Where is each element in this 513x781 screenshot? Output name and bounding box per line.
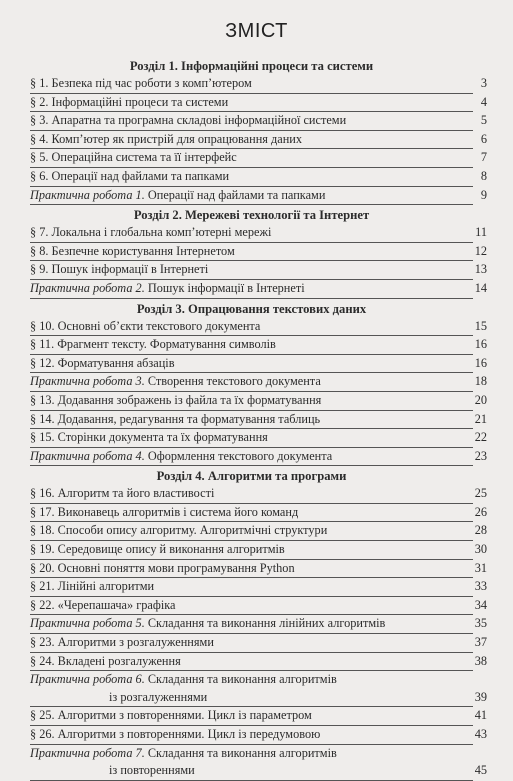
toc-entry[interactable] <box>30 560 487 579</box>
section-heading: Розділ 3. Опрацювання текстових даних <box>136 301 367 316</box>
page-number: 31 <box>474 560 487 575</box>
toc-entry[interactable] <box>30 726 487 745</box>
toc-entry[interactable] <box>30 392 487 411</box>
page-number: 41 <box>474 708 487 723</box>
toc-entry[interactable] <box>30 112 487 131</box>
entry-title: Алгоритми з розгалуженнями <box>57 635 214 650</box>
page-number: 9 <box>480 187 487 202</box>
page-number: 22 <box>474 430 487 445</box>
entry-number: § 5. <box>30 150 49 165</box>
page-number: 20 <box>474 392 487 407</box>
entry-number: § 1. <box>30 76 49 90</box>
table-of-contents <box>30 56 487 781</box>
entry-number: § 9. <box>30 262 49 277</box>
toc-practical-entry[interactable] <box>30 187 487 206</box>
entry-title: Операції над файлами та папками <box>51 168 230 183</box>
page-number: 39 <box>474 689 487 704</box>
entry-title: Операційна система та її інтерфейс <box>51 150 237 165</box>
entry-number: § 13. <box>30 392 55 407</box>
entry-title: Пошук інформації в Інтернеті <box>147 280 305 295</box>
page-number: 35 <box>474 616 487 631</box>
entry-prefix: Практична робота 5. <box>30 616 145 631</box>
page-number: 4 <box>480 94 487 109</box>
entry-title: Алгоритм та його властивості <box>57 486 215 501</box>
page-number: 3 <box>480 76 487 90</box>
section-heading: Розділ 1. Інформаційні процеси та системи <box>129 59 374 73</box>
entry-number: § 2. <box>30 94 49 109</box>
entry-title: Алгоритми з повтореннями. Цикл із передумовою <box>57 727 321 741</box>
page-number: 12 <box>474 243 487 258</box>
page-number: 11 <box>475 225 487 240</box>
entry-title: Оформлення текстового документа <box>147 448 333 463</box>
toc-entry[interactable] <box>30 318 487 337</box>
section-heading: Розділ 2. Мережеві технології та Інтернет <box>133 208 370 223</box>
page-number: 15 <box>474 318 487 333</box>
entry-title: Додавання зображень із файла та їх форматування <box>57 392 322 407</box>
entry-title: Пошук інформації в Інтернеті <box>51 262 209 277</box>
toc-entry[interactable] <box>30 597 487 616</box>
entry-number: § 21. <box>30 579 55 594</box>
entry-title: Складання та виконання алгоритмів <box>147 672 337 687</box>
entry-number: § 19. <box>30 542 55 557</box>
entry-number: § 22. <box>30 597 55 612</box>
entry-title: Складання та виконання лінійних алгоритмів <box>147 616 386 631</box>
entry-title: Безпека під час роботи з комп’ютером <box>51 76 252 90</box>
toc-entry[interactable] <box>30 336 487 355</box>
entry-number: § 4. <box>30 131 49 146</box>
entry-prefix: Практична робота 1. <box>30 187 145 202</box>
entry-title: Фрагмент тексту. Форматування символів <box>57 337 276 352</box>
entry-number: § 6. <box>30 168 49 183</box>
toc-entry[interactable] <box>30 541 487 560</box>
page-number: 5 <box>480 113 487 128</box>
entry-number: § 14. <box>30 411 55 426</box>
page-number: 13 <box>474 262 487 277</box>
page-number: 37 <box>474 635 487 650</box>
entry-title: Додавання, редагування та форматування таблиць <box>57 411 321 426</box>
toc-entry[interactable] <box>30 429 487 448</box>
toc-entry[interactable] <box>30 75 487 94</box>
entry-title: Складання та виконання алгоритмів <box>147 745 337 760</box>
toc-entry[interactable] <box>30 411 487 430</box>
section-heading: Розділ 4. Алгоритми та програми <box>156 469 347 484</box>
entry-number: § 7. <box>30 225 49 240</box>
toc-entry-continuation[interactable] <box>30 762 487 781</box>
entry-title: Основні об’єкти текстового документа <box>57 318 261 333</box>
entry-number: § 24. <box>30 653 55 668</box>
page-number: 7 <box>480 150 487 165</box>
toc-entry[interactable] <box>30 224 487 243</box>
page-number: 16 <box>474 337 487 352</box>
page-number: 23 <box>474 448 487 463</box>
entry-title: «Черепашача» графіка <box>57 597 176 612</box>
toc-entry-continuation[interactable] <box>30 689 487 708</box>
entry-title: Основні поняття мови програмування Python <box>57 560 295 575</box>
toc-entry[interactable] <box>30 243 487 262</box>
entry-number: § 18. <box>30 523 55 538</box>
toc-entry[interactable] <box>30 131 487 150</box>
page-number: 43 <box>474 727 487 741</box>
toc-practical-entry[interactable] <box>30 615 487 634</box>
page-number: 25 <box>474 486 487 501</box>
toc-entry[interactable] <box>30 707 487 726</box>
entry-number: § 25. <box>30 708 55 723</box>
entry-number: § 10. <box>30 318 55 333</box>
entry-number: § 8. <box>30 243 49 258</box>
toc-entry[interactable] <box>30 504 487 523</box>
entry-title: Середовище опису й виконання алгоритмів <box>57 542 285 557</box>
entry-title: Форматування абзаців <box>57 355 175 370</box>
toc-practical-entry[interactable] <box>30 373 487 392</box>
entry-prefix: Практична робота 3. <box>30 374 145 389</box>
toc-practical-entry[interactable] <box>30 671 473 689</box>
page-number: 30 <box>474 542 487 557</box>
page-number: 45 <box>474 763 487 778</box>
page-number: 8 <box>480 168 487 183</box>
entry-prefix: Практична робота 4. <box>30 448 145 463</box>
entry-title: Операції над файлами та папками <box>147 187 326 202</box>
entry-title-cont: із розгалуженнями <box>109 689 208 704</box>
toc-practical-entry[interactable] <box>30 745 473 763</box>
page-number: 18 <box>474 374 487 389</box>
toc-practical-entry[interactable] <box>30 280 487 299</box>
entry-title: Створення текстового документа <box>147 374 321 389</box>
entry-number: § 12. <box>30 355 55 370</box>
page-number: 26 <box>474 504 487 519</box>
page-number: 14 <box>474 280 487 295</box>
page-number: 28 <box>474 523 487 538</box>
entry-title: Комп’ютер як пристрій для опрацювання даних <box>51 131 303 146</box>
entry-title-cont: із повтореннями <box>109 763 195 778</box>
toc-entry[interactable] <box>30 261 487 280</box>
toc-entry[interactable] <box>30 355 487 374</box>
entry-number: § 15. <box>30 430 55 445</box>
entry-prefix: Практична робота 2. <box>30 280 145 295</box>
page-number: 38 <box>474 653 487 668</box>
entry-number: § 16. <box>30 486 55 501</box>
entry-title: Апаратна та програмна складові інформаційної системи <box>51 113 347 128</box>
page-number: 6 <box>480 131 487 146</box>
page-number: 21 <box>474 411 487 426</box>
toc-entry[interactable] <box>30 168 487 187</box>
entry-title: Виконавець алгоритмів і система його команд <box>57 504 299 519</box>
entry-title: Безпечне користування Інтернетом <box>51 243 235 258</box>
page-number: 33 <box>474 579 487 594</box>
toc-entry[interactable] <box>30 578 487 597</box>
entry-number: § 20. <box>30 560 55 575</box>
entry-prefix: Практична робота 6. <box>30 672 145 687</box>
entry-title: Лінійні алгоритми <box>57 579 155 594</box>
entry-prefix: Практична робота 7. <box>30 745 145 760</box>
page-number: 16 <box>474 355 487 370</box>
toc-entry[interactable] <box>30 94 487 113</box>
entry-number: § 11. <box>30 337 55 352</box>
entry-title: Способи опису алгоритму. Алгоритмічні структури <box>57 523 328 538</box>
entry-number: § 17. <box>30 504 55 519</box>
entry-number: § 3. <box>30 113 49 128</box>
page-number: 34 <box>474 597 487 612</box>
entry-title: Локальна і глобальна комп’ютерні мережі <box>51 225 272 240</box>
entry-title: Алгоритми з повтореннями. Цикл із параметром <box>57 708 312 723</box>
toc-entry[interactable] <box>30 653 487 672</box>
toc-entry[interactable] <box>30 149 487 168</box>
entry-number: § 26. <box>30 727 55 741</box>
entry-title: Інформаційні процеси та системи <box>51 94 229 109</box>
entry-title: Вкладені розгалуження <box>57 653 181 668</box>
toc-practical-entry[interactable] <box>30 448 487 467</box>
toc-entry[interactable] <box>30 485 487 504</box>
entry-number: § 23. <box>30 635 55 650</box>
toc-entry[interactable] <box>30 522 487 541</box>
entry-title: Сторінки документа та їх форматування <box>57 430 268 445</box>
page-title: ЗМІСТ <box>225 20 288 42</box>
